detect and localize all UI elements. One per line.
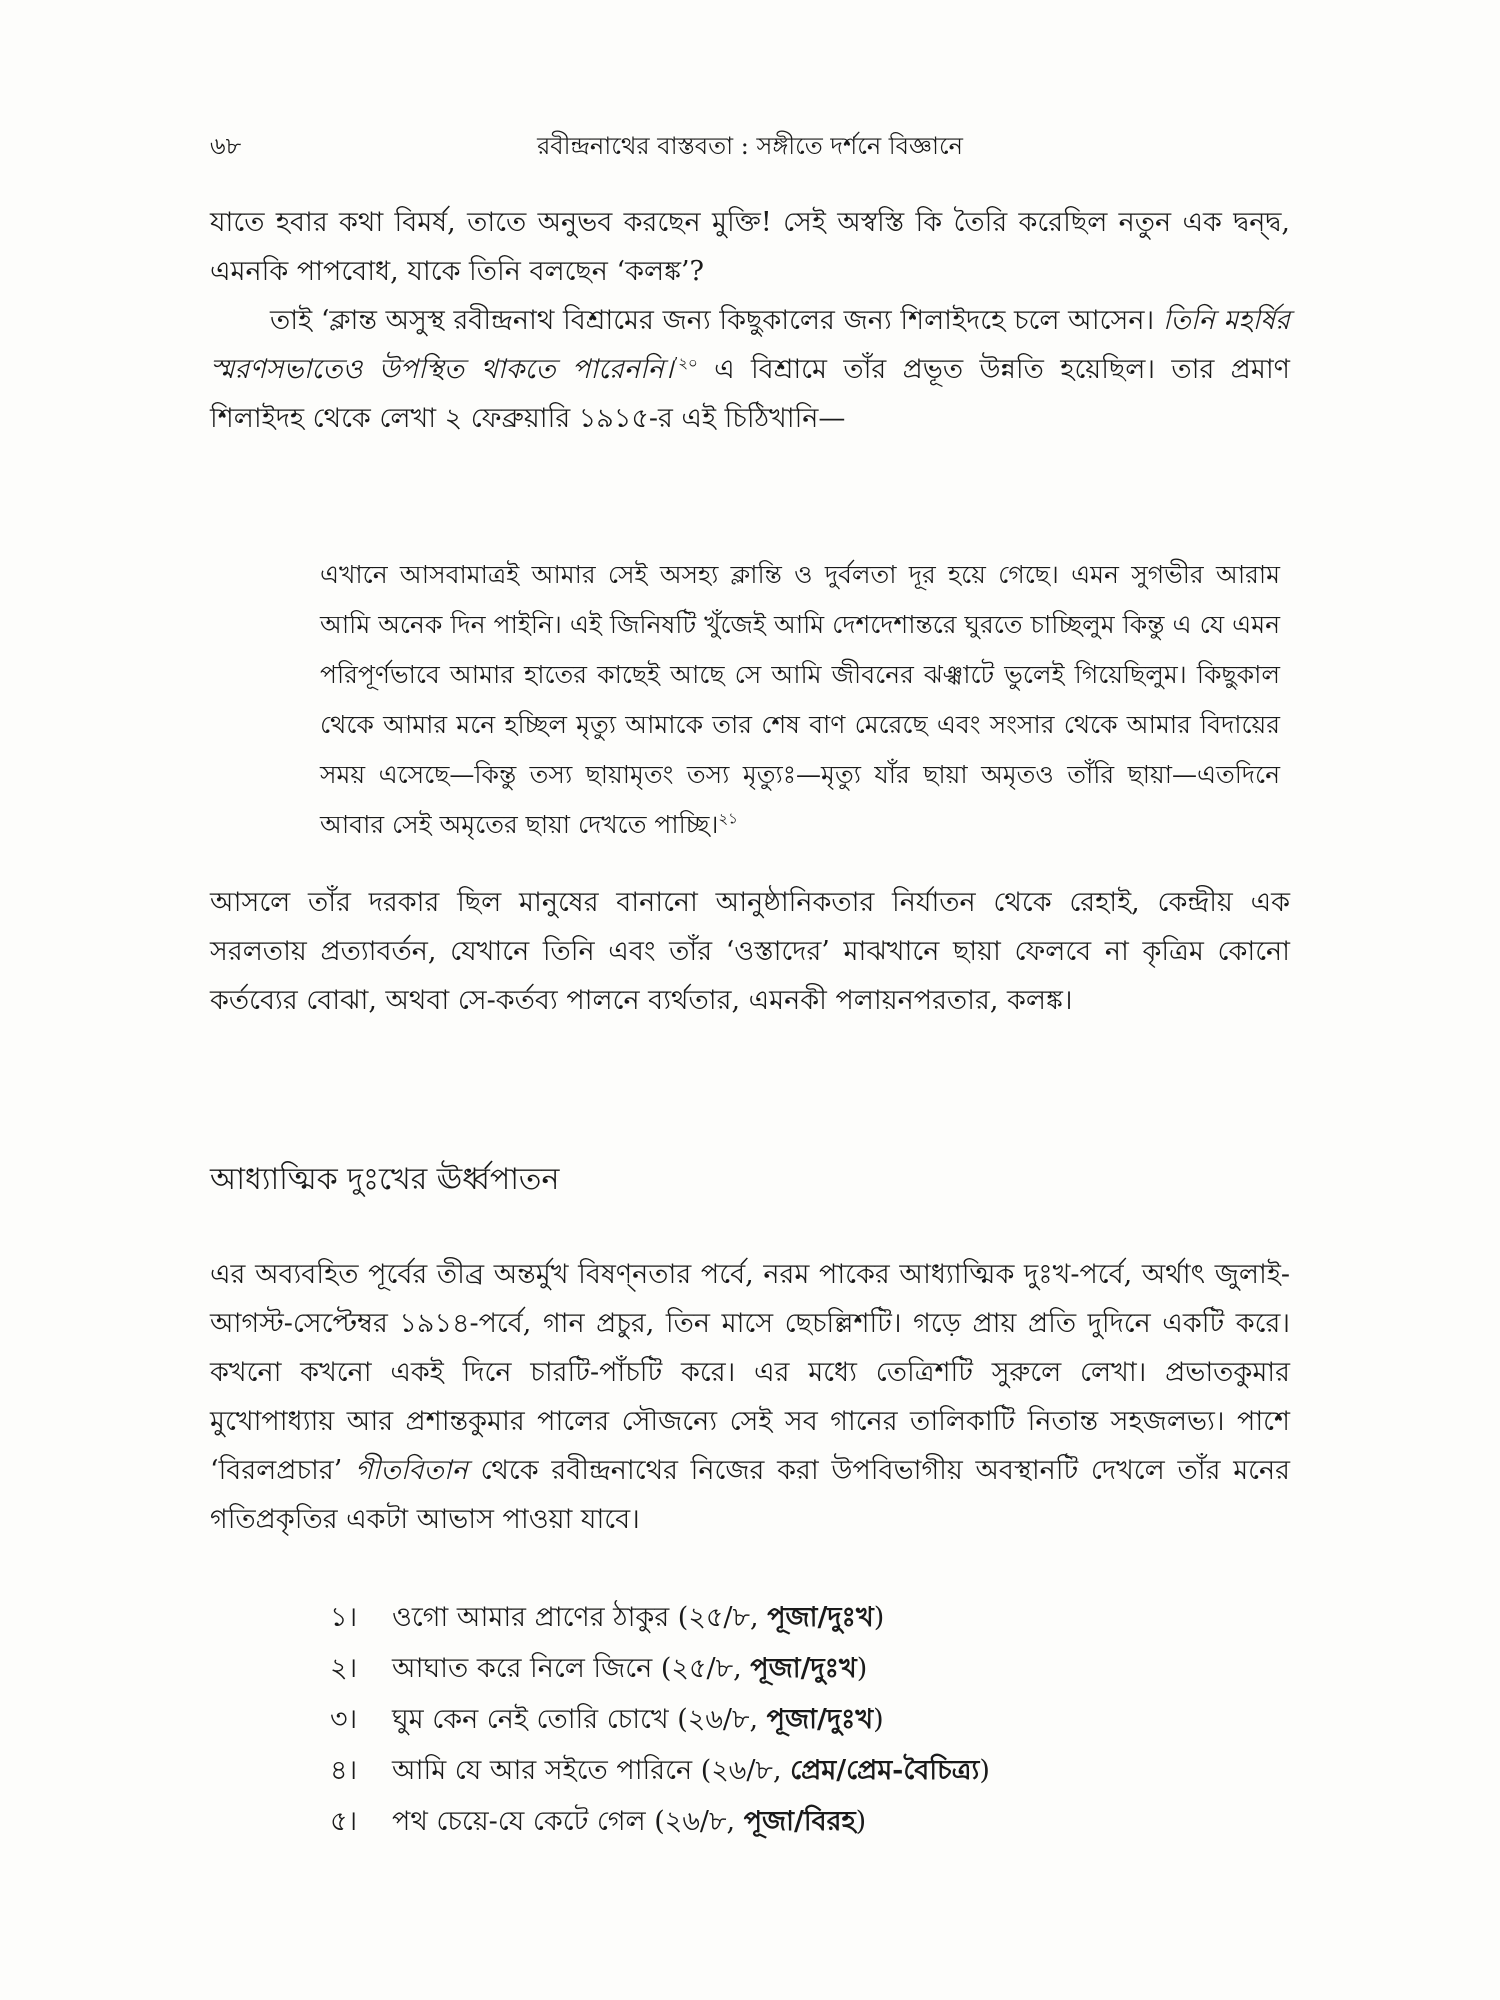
paragraph-2-text-a: তাই ‘ক্লান্ত অসুস্থ রবীন্দ্রনাথ বিশ্রামের জন্য কিছুকালের জন্য শিলাইদহে চলে আসেন।: [270, 305, 1155, 336]
running-head: [210, 128, 1290, 168]
song-close-paren: ): [856, 1653, 868, 1684]
paragraph-4-text-a: এর অব্যবহিত পূর্বের তীব্র অন্তর্মুখ বিষণ্নতার পর্বে, নরম পাকের আধ্যাত্মিক দুঃখ-পর্বে, অর্থাৎ জুলাই-আগস্ট-সেপ্টেম্বর ১৯১৪-পর্বে, গান প্রচুর, তিন মাসে ছেচল্লিশটি। গড়ে প্রায় প্রতি দুদিনে একটি করে। কখনো কখনো একই দিনে চারটি-পাঁচটি করে। এর মধ্যে তেত্রিশটি সুরুলে লেখা। প্রভাতকুমার মুখোপাধ্যায় আর প্রশান্তকুমার পালের সৌজন্যে সেই সব গানের তালিকাটি নিতান্ত সহজলভ্য। পাশে ‘বিরলপ্রচার’: [210, 1259, 1290, 1486]
song-date: (২৬/৮,: [700, 1755, 782, 1786]
song-category: পূজা/দুঃখ: [750, 1653, 857, 1684]
running-title: রবীন্দ্রনাথের বাস্তবতা : সঙ্গীতে দর্শনে বিজ্ঞানে: [537, 132, 963, 160]
paragraph-2-italic: তিনি মহর্ষির স্মরণসভাতেও উপস্থিত থাকতে পারেননি।: [210, 305, 1290, 385]
song-close-paren: ): [873, 1704, 884, 1735]
song-close-paren: ): [855, 1806, 867, 1837]
song-category: পূজা/বিরহ: [743, 1806, 856, 1837]
song-number: ১।: [330, 1602, 358, 1633]
song-category: পূজা/দুঃখ: [767, 1602, 874, 1633]
song-list-item: [330, 1694, 1230, 1745]
song-title: ওগো আমার প্রাণের ঠাকুর: [392, 1602, 670, 1633]
paragraph-4-italic: গীতবিতান: [355, 1455, 468, 1486]
song-number: ৫।: [330, 1806, 358, 1837]
song-date: (২৬/৮,: [677, 1704, 759, 1735]
song-close-paren: ): [979, 1755, 990, 1786]
song-list-item: [330, 1796, 1230, 1847]
song-number: ২।: [330, 1653, 358, 1684]
paragraph-4: [210, 1250, 1290, 1544]
paragraph-1: যাতে হবার কথা বিমর্ষ, তাতে অনুভব করছেন মুক্তি! সেই অস্বস্তি কি তৈরি করেছিল নতুন এক দ্বন্দ্ব, এমনকি পাপবোধ, যাকে তিনি বলছেন ‘কলঙ্ক’?: [210, 207, 1290, 287]
paragraph-4-text-b: থেকে রবীন্দ্রনাথের নিজের করা উপবিভাগীয় অবস্থানটি দেখলে তাঁর মনের গতিপ্রকৃতির একটা আভাস পাওয়া যাবে।: [210, 1455, 1290, 1535]
quote-text: এখানে আসবামাত্রই আমার সেই অসহ্য ক্লান্তি ও দুর্বলতা দূর হয়ে গেছে। এমন সুগভীর আরাম আমি অনেক দিন পাইনি। এই জিনিষটি খুঁজেই আমি দেশদেশান্তরে ঘুরতে চাচ্ছিলুম কিন্তু এ যে এমন পরিপূর্ণভাবে আমার হাতের কাছেই আছে সে আমি জীবনের ঝঞ্ঝাটে ভুলেই গিয়েছিলুম। কিছুকাল থেকে আমার মনে হচ্ছিল মৃত্যু আমাকে তার শেষ বাণ মেরেছে এবং সংসার থেকে আমার বিদায়ের সময় এসেছে—কিন্তু তস্য ছায়ামৃতং তস্য মৃত্যুঃ—মৃত্যু যাঁর ছায়া অমৃতও তাঁরি ছায়া—এতদিনে আবার সেই অমৃতের ছায়া দেখতে পাচ্ছি।: [320, 560, 1280, 839]
footnote-marker-20: ’২০: [673, 354, 698, 372]
song-list-item: [330, 1592, 1230, 1643]
song-title: ঘুম কেন নেই তোরি চোখে: [392, 1704, 669, 1735]
paragraph-2: [210, 296, 1290, 443]
footnote-marker-21: ২১: [718, 809, 738, 828]
song-date: (২৫/৮,: [660, 1653, 742, 1684]
song-close-paren: ): [873, 1602, 885, 1633]
song-number: ৩।: [330, 1704, 358, 1735]
song-title: আঘাত করে নিলে জিনে: [392, 1653, 653, 1684]
page-number: ৬৮: [210, 132, 242, 160]
song-date: (২৬/৮,: [654, 1806, 736, 1837]
song-category: পূজা/দুঃখ: [766, 1704, 874, 1735]
song-title: পথ চেয়ে-যে কেটে গেল: [392, 1806, 646, 1837]
paragraph-3: আসলে তাঁর দরকার ছিল মানুষের বানানো আনুষ্ঠানিকতার নির্যাতন থেকে রেহাই, কেন্দ্রীয় এক সরলতায় প্রত্যাবর্তন, যেখানে তিনি এবং তাঁর ‘ওস্তাদের’ মাঝখানে ছায়া ফেলবে না কৃত্রিম কোনো কর্তব্যের বোঝা, অথবা সে-কর্তব্য পালনে ব্যর্থতার, এমনকী পলায়নপরতার, কলঙ্ক।: [210, 887, 1290, 1016]
song-title: আমি যে আর সইতে পারিনে: [392, 1755, 693, 1786]
song-list: [330, 1592, 1230, 1847]
paragraph-2-text-b: এ বিশ্রামে তাঁর প্রভূত উন্নতি হয়েছিল। তার প্রমাণ শিলাইদহ থেকে লেখা ২ ফেব্রুয়ারি ১৯১৫-র এই চিঠিখানি—: [210, 354, 1290, 434]
song-list-item: [330, 1745, 1230, 1796]
section-heading: আধ্যাত্মিক দুঃখের ঊর্ধ্বপাতন: [210, 1162, 560, 1197]
block-quote: [320, 550, 1280, 850]
song-date: (২৫/৮,: [677, 1602, 759, 1633]
song-category: প্রেম/প্রেম-বৈচিত্র্য: [790, 1755, 980, 1786]
song-number: ৪।: [330, 1755, 358, 1786]
song-list-item: [330, 1643, 1230, 1694]
